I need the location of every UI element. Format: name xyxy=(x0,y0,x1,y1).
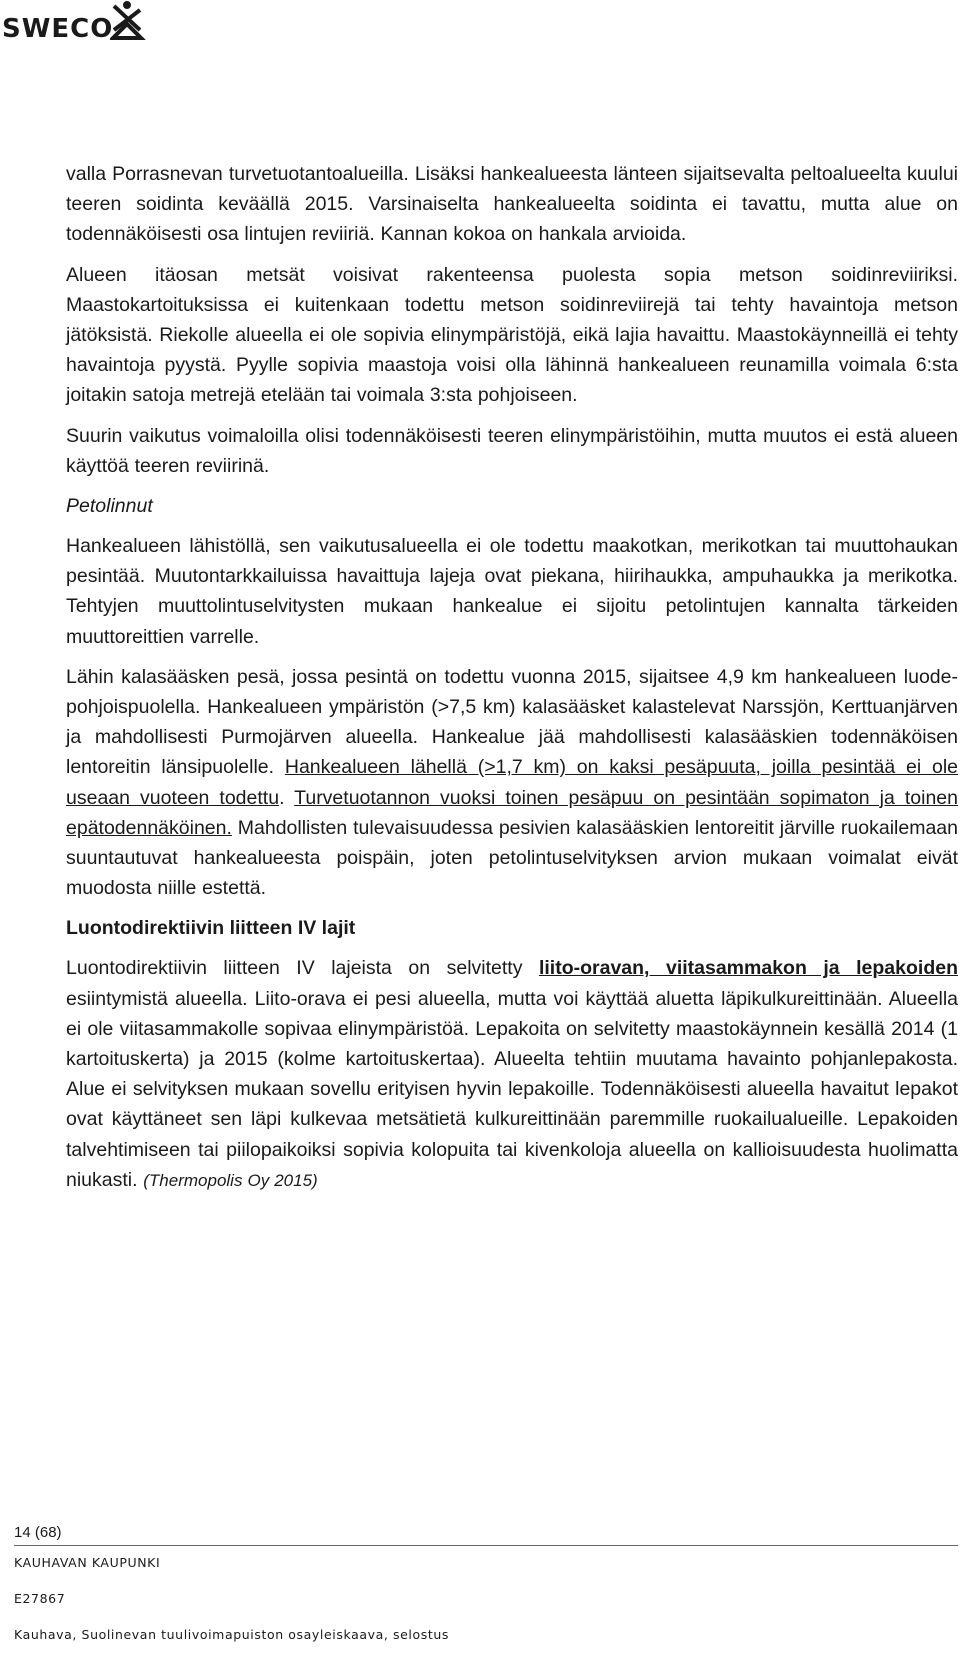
document-body xyxy=(66,159,958,1196)
section-heading-luontodirektiivi: Luontodirektiivin liitteen IV lajit xyxy=(66,917,356,940)
footer-divider xyxy=(14,1545,958,1546)
paragraph-kalasaaski-text-c: Mahdollisten tulevaisuudessa pesivien kalasääskien lentoreitit järville ruokailemaan suuntautuvat hankealueesta poispäin, joten petolintuselvityksen arvion mukaan voimalat eivät muodosta niille estettä. xyxy=(66,816,958,900)
footer-project-code: E27867 xyxy=(14,1591,66,1606)
paragraph-liite-iv-text-a: Luontodirektiivin liitteen IV lajeista on selvitetty xyxy=(66,957,539,980)
underlined-text-turvetuotanto: Turvetuotannon vuoksi toinen pesäpuu on pesintään sopimaton ja toinen epätodennäköinen. xyxy=(66,786,958,839)
paragraph-vaikutus: Suurin vaikutus voimaloilla olisi todennäköisesti teeren elinympäristöihin, mutta muutos ei estä alueen käyttöä teeren reviirinä. xyxy=(66,424,958,477)
paragraph-teeri: valla Porrasnevan turvetuotantoalueilla. Lisäksi hankealueesta länteen sijaitsevalta peltoalueelta kuului teeren soidinta keväällä 2015. Varsinaiselta hankealueelta soidinta ei tavattu, mutta alue on todennäköisesti osa lintujen reviiriä. Kannan kokoa on hankala arvioida. xyxy=(66,163,958,246)
underlined-text-pesapuut: Hankealueen lähellä (>1,7 km) on kaksi pesäpuuta, joilla pesintää ei ole useaan vuoteen todettu xyxy=(66,756,958,809)
footer-document-title: Kauhava, Suolinevan tuulivoimapuiston osayleiskaava, selostus xyxy=(14,1627,449,1642)
paragraph-liite-iv-text-b: esiintymistä alueella. Liito-orava ei pesi alueella, mutta voi käyttää aluetta läpikulkureittinään. Alueella ei ole viitasammakolle sopivaa elinympäristöä. Lepakoita on selvitetty maastokäynnein kesällä 2014 (1 kartoituskerta) ja 2015 (kolme kartoituskertaa). Alueelta tehtiin muutama havainto pohjanlepakosta. Alue ei selvityksen mukaan sovellu erityisen hyvin lepakoille. Todennäköisesti alueella havaitut lepakot ovat käyttäneet sen läpi kulkevaa metsätietä kulkureittinään paremmille ruokailualueille. Lepakoiden talvehtimiseen tai piilopaikoiksi sopivia kolopuita tai kivenkoloja alueella on kallioisuudesta huolimatta niukasti. xyxy=(66,987,958,1191)
paragraph-kalasaaski xyxy=(66,662,958,904)
sweco-logo xyxy=(2,0,152,46)
underlined-bold-species: liito-oravan, viitasammakon ja lepakoiden xyxy=(538,957,958,980)
paragraph-kalasaaski-text-b: . xyxy=(279,786,295,809)
paragraph-kalasaaski-text-a: Lähin kalasääsken pesä, jossa pesintä on todettu vuonna 2015, sijaitsee 4,9 km hankealueen luode-pohjoispuolella. Hankealueen ympäristön (>7,5 km) kalasääsket kalastelevat Narssjön, Kerttuanjärven ja mahdollisesti Purmojärven alueella. Hankealue jää mahdollisesti kalasääskien todennäköisen lentoreitin länsipuolelle. xyxy=(66,665,958,779)
paragraph-petolinnut: Hankealueen lähistöllä, sen vaikutusalueella ei ole todettu maakotkan, merikotkan tai muuttohaukan pesintää. Muutontarkkailuissa havaittuja lajeja ovat piekana, hiirihaukka, ampuhaukka ja merikotka. Tehtyjen muuttolintuselvitysten mukaan hankealue ei sijoitu petolintujen kannalta tärkeiden muuttoreittien varrelle. xyxy=(66,535,958,648)
logo-text: SWECO xyxy=(2,14,114,44)
citation: (Thermopolis Oy 2015) xyxy=(143,1170,318,1190)
page-number: 14 (68) xyxy=(14,1524,62,1541)
section-heading-petolinnut: Petolinnut xyxy=(66,495,153,518)
sweco-mark-icon xyxy=(110,0,146,42)
paragraph-metso: Alueen itäosan metsät voisivat rakenteensa puolesta sopia metson soidinreviiriksi. Maastokartoituksissa ei kuitenkaan todettu metson soidinreviirejä tai tehty havaintoja metson jätöksistä. Riekolle alueella ei ole sopivia elinympäristöjä, eikä lajia havaittu. Maastokäynneillä ei tehty havaintoja pyystä. Pyylle sopivia maastoja voisi olla lähinnä hankealueen reunamilla voimala 6:sta joitakin satoja metrejä etelään tai voimala 3:sta pohjoiseen. xyxy=(66,263,958,407)
footer-client: KAUHAVAN KAUPUNKI xyxy=(14,1555,161,1570)
paragraph-liite-iv xyxy=(66,953,958,1196)
